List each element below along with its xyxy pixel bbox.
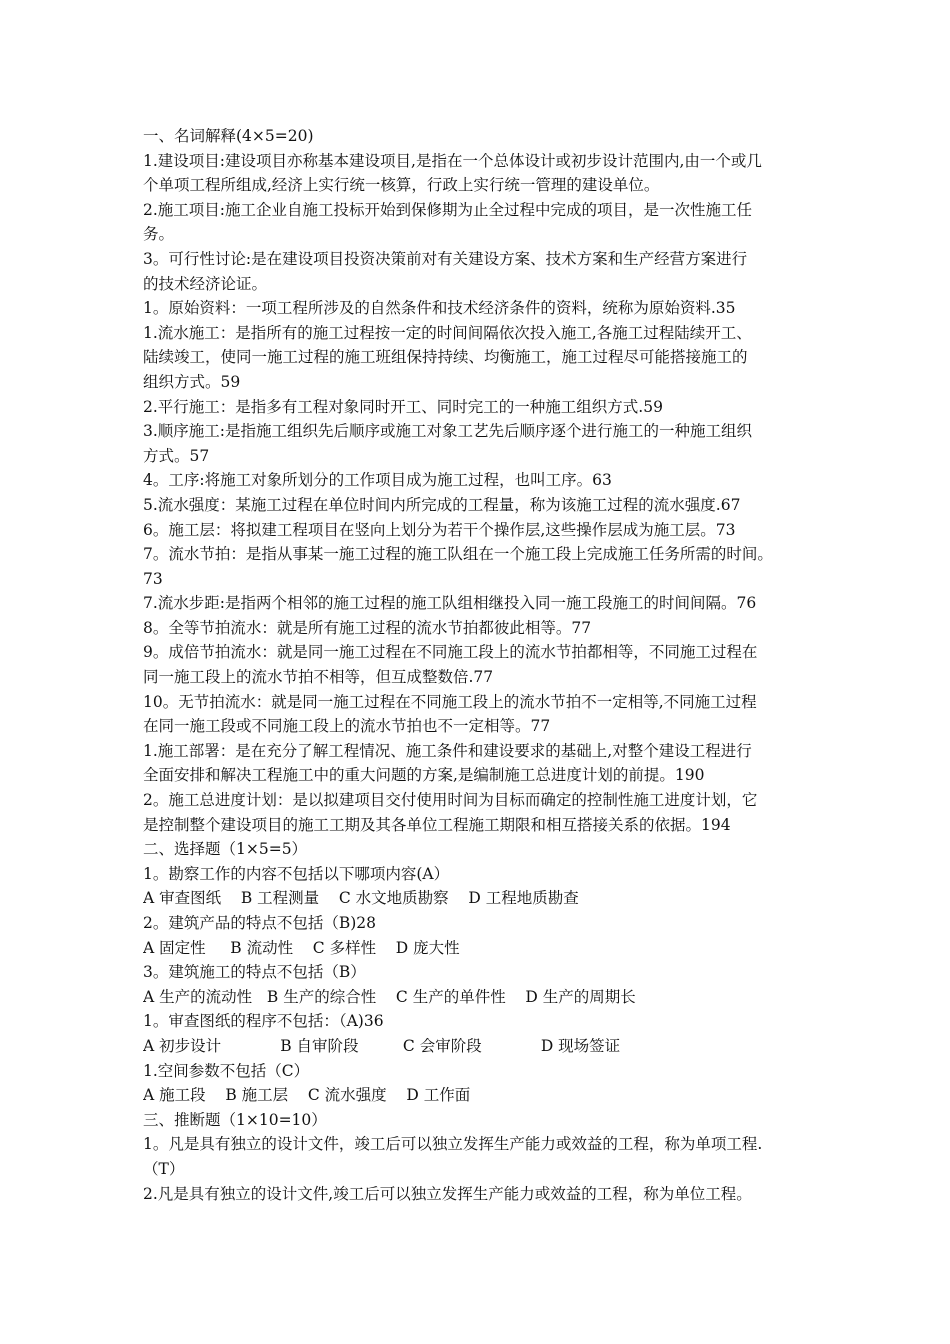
text-line: 1。审查图纸的程序不包括：（A)36 <box>143 1012 384 1031</box>
text-line: 1.流水施工：是指所有的施工过程按一定的时间间隔依次投入施工,各施工过程陆续开工、 <box>143 323 752 342</box>
text-line: 10。无节拍流水：就是同一施工过程在不同施工段上的流水节拍不一定相等,不同施工过程 <box>143 692 757 711</box>
text-line: 2.平行施工：是指多有工程对象同时开工、同时完工的一种施工组织方式.59 <box>143 397 663 416</box>
text-line: 73 <box>143 569 163 588</box>
text-line: 4。工序:将施工对象所划分的工作项目成为施工过程，也叫工序。63 <box>143 471 612 490</box>
text-line: 一、名词解释(4×5=20) <box>143 127 314 145</box>
text-line: A 施工段 B 施工层 C 流水强度 D 工作面 <box>143 1086 471 1105</box>
text-line: 1.施工部署：是在充分了解工程情况、施工条件和建设要求的基础上,对整个建设工程进行 <box>143 741 752 760</box>
text-line: 2.施工项目:施工企业自施工投标开始到保修期为止全过程中完成的项目，是一次性施工任 <box>143 200 753 219</box>
text-line: 1。凡是具有独立的设计文件，竣工后可以独立发挥生产能力或效益的工程，称为单项工程. <box>143 1135 763 1154</box>
text-line: 个单项工程所组成,经济上实行统一核算，行政上实行统一管理的建设单位。 <box>143 176 660 195</box>
text-line: A 初步设计 B 自审阶段 C 会审阶段 D 现场签证 <box>143 1036 621 1055</box>
text-line: 9。成倍节拍流水：就是同一施工过程在不同施工段上的流水节拍都相等，不同施工过程在 <box>143 643 758 662</box>
text-line: 5.流水强度：某施工过程在单位时间内所完成的工程量，称为该施工过程的流水强度.67 <box>143 495 741 514</box>
text-line: A 固定性 B 流动性 C 多样性 D 庞大性 <box>143 938 460 957</box>
text-line: 1.空间参数不包括（C） <box>143 1061 310 1080</box>
text-line: 同一施工段上的流水节拍不相等，但互成整数倍.77 <box>143 668 494 687</box>
text-line: 三、推断题（1×10=10） <box>143 1110 327 1129</box>
text-line: 7。流水节拍：是指从事某一施工过程的施工队组在一个施工段上完成施工任务所需的时间。 <box>143 545 773 564</box>
text-line: 1。勘察工作的内容不包括以下哪项内容(A） <box>143 864 450 883</box>
document-body <box>143 124 830 1206</box>
text-line: 全面安排和解决工程施工中的重大问题的方案,是编制施工总进度计划的前提。190 <box>143 766 705 785</box>
text-line: 组织方式。59 <box>143 372 241 391</box>
text-line: 是控制整个建设项目的施工工期及其各单位工程施工期限和相互搭接关系的依据。194 <box>143 815 731 834</box>
text-line: 方式。57 <box>143 446 210 465</box>
text-line: A 审查图纸 B 工程测量 C 水文地质勘察 D 工程地质勘查 <box>143 889 579 908</box>
text-line: 8。全等节拍流水：就是所有施工过程的流水节拍都彼此相等。77 <box>143 618 592 637</box>
text-line: 2.凡是具有独立的设计文件,竣工后可以独立发挥生产能力或效益的工程，称为单位工程。 <box>143 1184 752 1203</box>
text-line: 在同一施工段或不同施工段上的流水节拍也不一定相等。77 <box>143 717 551 736</box>
text-line: （T） <box>143 1159 185 1178</box>
text-line: 2。施工总进度计划：是以拟建项目交付使用时间为目标而确定的控制性施工进度计划，它 <box>143 791 758 810</box>
text-line: 3。建筑施工的特点不包括（B） <box>143 963 366 982</box>
text-line: 2。建筑产品的特点不包括（B)28 <box>143 914 377 932</box>
text-line: 务。 <box>143 225 175 244</box>
text-line: 6。施工层：将拟建工程项目在竖向上划分为若干个操作层,这些操作层成为施工层。73 <box>143 520 736 539</box>
text-line: 1。原始资料：一项工程所涉及的自然条件和技术经济条件的资料，统称为原始资料.35 <box>143 299 736 318</box>
text-line: 1.建设项目:建设项目亦称基本建设项目,是指在一个总体设计或初步设计范围内,由一个或几 <box>143 151 762 170</box>
text-line: 3.顺序施工:是指施工组织先后顺序或施工对象工艺先后顺序逐个进行施工的一种施工组织 <box>143 422 753 441</box>
text-line: 二、选择题（1×5=5） <box>143 840 308 859</box>
text-line: A 生产的流动性 B 生产的综合性 C 生产的单件性 D 生产的周期长 <box>143 987 636 1006</box>
text-line: 陆续竣工，使同一施工过程的施工班组保持持续、均衡施工，施工过程尽可能搭接施工的 <box>143 348 748 367</box>
text-line: 的技术经济论证。 <box>143 274 268 293</box>
text-line: 3。可行性讨论:是在建设项目投资决策前对有关建设方案、技术方案和生产经营方案进行 <box>143 249 748 268</box>
text-line: 7.流水步距:是指两个相邻的施工过程的施工队组相继投入同一施工段施工的时间间隔。76 <box>143 594 757 613</box>
